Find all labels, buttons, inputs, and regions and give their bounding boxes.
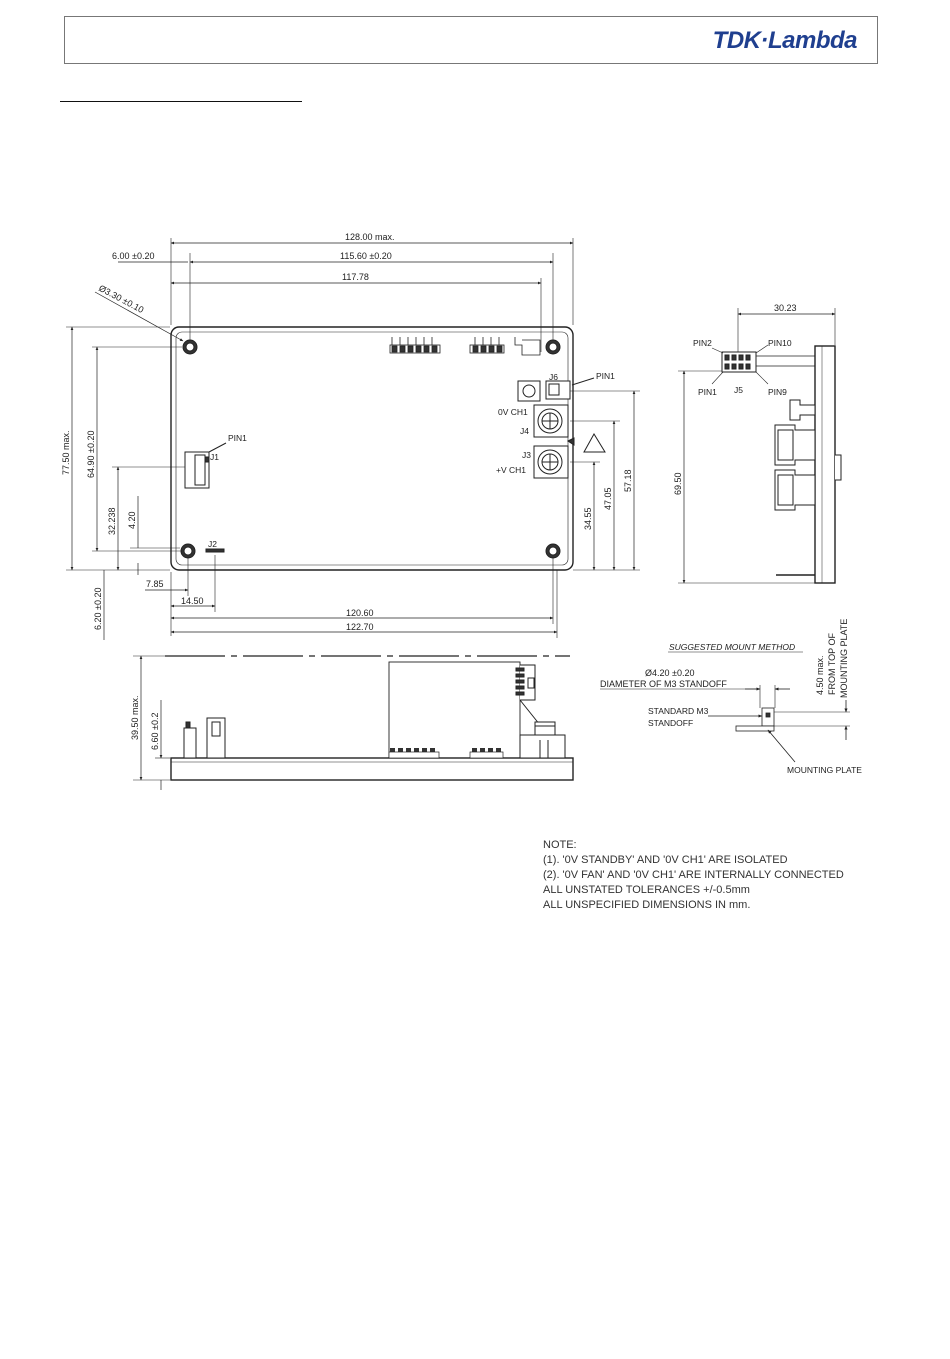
dim-overall-length: 128.00 max. — [345, 232, 395, 242]
j6-connector — [518, 381, 540, 401]
side-plate — [815, 346, 835, 583]
j1-pin1-leader — [209, 443, 226, 452]
mounting-hole — [181, 544, 195, 558]
mount-max-dim: 4.50 max. — [815, 655, 825, 695]
mount-detail — [600, 652, 850, 762]
dim-overall-height: 77.50 max. — [61, 430, 71, 475]
base-plate — [171, 758, 573, 780]
notes-title: NOTE: — [543, 839, 577, 851]
label-j3: J3 — [522, 450, 531, 460]
j4-terminal — [534, 405, 568, 437]
j2-connector — [206, 549, 224, 552]
dim-47-05: 47.05 — [603, 487, 613, 510]
dim-hole-diameter: Ø3.30 ±0.10 — [97, 282, 146, 315]
dim-6-20: 6.20 ±0.20 — [93, 587, 103, 630]
note-line: ALL UNSTATED TOLERANCES +/-0.5mm — [543, 884, 750, 896]
dim-4-20: 4.20 — [127, 511, 137, 529]
dim-14-50: 14.50 — [181, 596, 204, 606]
dim-7-85: 7.85 — [146, 579, 164, 589]
mount-diameter-label: DIAMETER OF M3 STANDOFF — [600, 679, 727, 689]
dim-34-55: 34.55 — [583, 507, 593, 530]
dim-side-height: 69.50 — [673, 472, 683, 495]
dim-122-70: 122.70 — [346, 622, 374, 632]
note-line: (1). '0V STANDBY' AND '0V CH1' ARE ISOLATED — [543, 854, 788, 866]
note-line: ALL UNSPECIFIED DIMENSIONS IN mm. — [543, 899, 751, 911]
mount-standoff-label-1: STANDARD M3 — [648, 706, 709, 716]
top-connector-row-2 — [470, 337, 540, 355]
side-view-labels — [673, 303, 797, 495]
mounting-hole — [546, 340, 560, 354]
dim-hole-spacing-y: 64.90 ±0.20 — [86, 430, 96, 478]
dim-120-60: 120.60 — [346, 608, 374, 618]
dim-hole-spacing-x: 115.60 ±0.20 — [340, 251, 392, 261]
j3-terminal — [534, 446, 568, 478]
label-pin1: PIN1 — [698, 387, 717, 397]
label-pin9: PIN9 — [768, 387, 787, 397]
mount-plate-label: MOUNTING PLATE — [787, 765, 862, 775]
front-view — [133, 656, 573, 790]
note-line: (2). '0V FAN' AND '0V CH1' ARE INTERNALLY CONNECTED — [543, 869, 844, 881]
mounting-hole — [546, 544, 560, 558]
dim-front-height: 39.50 max. — [130, 695, 140, 740]
mount-standoff-diameter: Ø4.20 ±0.20 — [645, 668, 695, 678]
mount-title: SUGGESTED MOUNT METHOD — [669, 642, 796, 652]
drawing-notes — [543, 838, 844, 913]
mount-detail-labels — [600, 619, 862, 775]
label-pin2: PIN2 — [693, 338, 712, 348]
label-j2: J2 — [208, 539, 217, 549]
mounting-hole — [183, 340, 197, 354]
label-j1: J1 — [210, 452, 219, 462]
label-j6-pin1: PIN1 — [596, 371, 615, 381]
pcb-outline — [171, 327, 573, 570]
dim-side-width: 30.23 — [774, 303, 797, 313]
mount-max-dim-3: MOUNTING PLATE — [839, 618, 849, 698]
warning-triangle-icon — [584, 434, 605, 452]
label-0v-ch1: 0V CH1 — [498, 407, 528, 417]
dim-plate-thickness: 6.60 ±0.2 — [150, 712, 160, 750]
dim-32-238: 32.238 — [107, 507, 117, 535]
front-view-labels — [130, 695, 160, 750]
dim-57-18: 57.18 — [623, 469, 633, 492]
label-j5: J5 — [734, 385, 743, 395]
label-j1-pin1: PIN1 — [228, 433, 247, 443]
side-view — [678, 308, 841, 583]
mount-max-dim-2: FROM TOP OF — [827, 632, 837, 695]
label-plus-v-ch1: +V CH1 — [496, 465, 526, 475]
label-pin10: PIN10 — [768, 338, 792, 348]
label-j6: J6 — [549, 372, 558, 382]
mount-standoff-label-2: STANDOFF — [648, 718, 694, 728]
top-connector-row-1 — [390, 337, 440, 353]
dim-hole-offset-x: 6.00 ±0.20 — [112, 251, 155, 261]
company-logo: TDK·Lambda — [712, 27, 857, 54]
label-j4: J4 — [520, 426, 529, 436]
dim-117-78: 117.78 — [342, 272, 369, 282]
